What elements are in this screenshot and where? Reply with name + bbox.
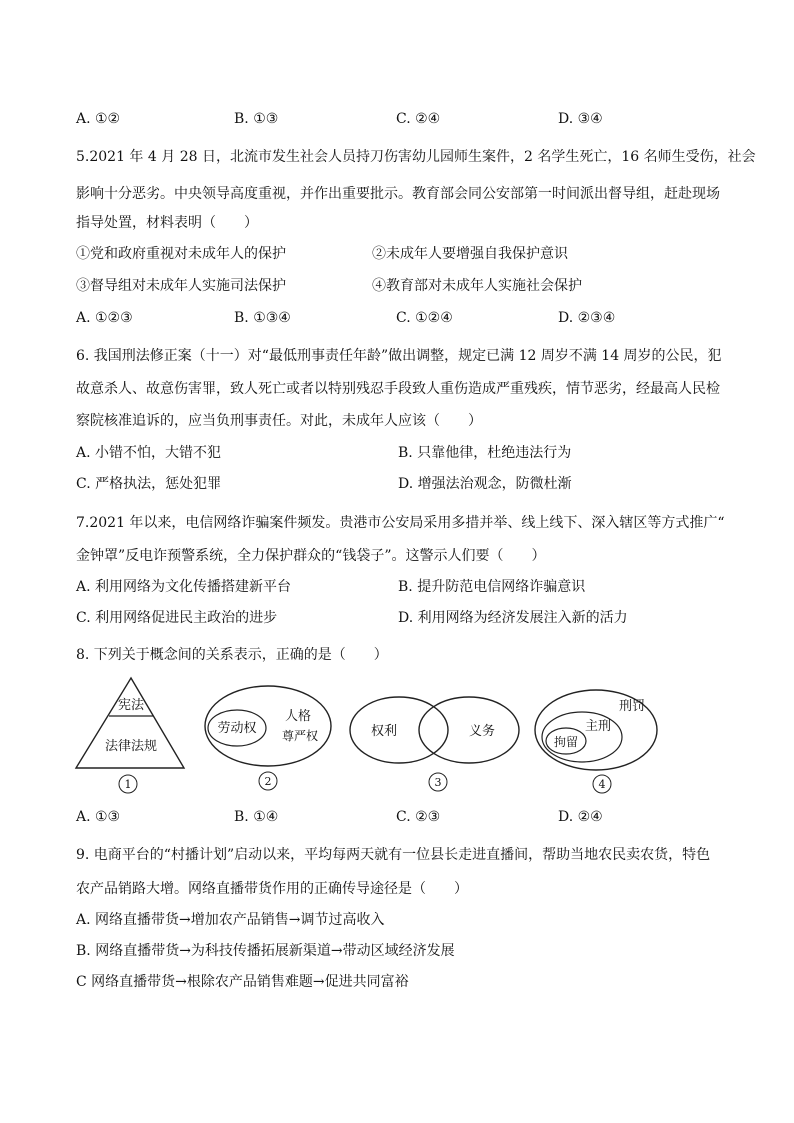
q6-stem-line-1: 6. 我国刑法修正案（十一）对“最低刑事责任年龄”做出调整，规定已满 12 周岁不满 14 周岁的公民，犯 — [76, 348, 722, 364]
q5-stem-line-1: 5.2021 年 4 月 28 日，北流市发生社会人员持刀伤害幼儿园师生案件，2 名学生死亡，16 名师生受伤，社会 — [76, 149, 756, 165]
diagram-3-number: 3 — [434, 776, 442, 789]
outer-label: 刑罚 — [618, 699, 646, 714]
pyramid-outline — [76, 678, 184, 768]
q4-option-b: B. ①③ — [234, 111, 279, 127]
q9-choice-b: B. 网络直播带货→为科技传播拓展新渠道→带动区域经济发展 — [76, 943, 455, 959]
q7-option-c: C. 利用网络促进民主政治的进步 — [76, 610, 278, 626]
q5-statement-4: ④教育部对未成年人实施社会保护 — [372, 278, 582, 294]
q4-option-d: D. ③④ — [558, 111, 603, 127]
q5-option-a: A. ①②③ — [76, 310, 133, 326]
q7-option-b: B. 提升防范电信网络诈骗意识 — [398, 579, 586, 595]
q7-stem-line-1: 7.2021 年以来，电信网络诈骗案件频发。贵港市公安局采用多措并举、线上线下、深入辖区等方式推广“ — [76, 515, 725, 531]
pyramid-bottom-label: 法律法规 — [104, 739, 158, 754]
diagram-2-nested — [200, 680, 340, 792]
q8-option-b: B. ①④ — [234, 809, 279, 825]
diagram-4-number: 4 — [598, 778, 606, 791]
diagram-1-pyramid — [72, 674, 190, 796]
q4-options — [76, 110, 726, 128]
diagram-2-number: 2 — [264, 775, 272, 788]
q9-choice-c: C 网络直播带货→根除农产品销售难题→促进共同富裕 — [76, 974, 409, 990]
pyramid-top-label: 宪法 — [117, 698, 145, 713]
q5-options — [76, 309, 726, 327]
outer-label-line-2: 尊严权 — [281, 729, 319, 743]
q6-option-a: A. 小错不怕，大错不犯 — [76, 445, 222, 461]
q5-statement-2: ②未成年人要增强自我保护意识 — [372, 246, 568, 262]
q8-option-a: A. ①③ — [76, 809, 121, 825]
q6-stem-line-2: 故意杀人、故意伤害罪，致人死亡或者以特别残忍手段致人重伤造成严重残疾，情节恶劣，经最高人民检 — [76, 381, 720, 397]
q4-option-a: A. ①② — [76, 111, 121, 127]
q8-stem: 8. 下列关于概念间的关系表示，正确的是（ ） — [76, 647, 388, 663]
q6-option-b: B. 只靠他律，杜绝违法行为 — [398, 445, 572, 461]
q6-option-d: D. 增强法治观念，防微杜渐 — [398, 476, 572, 492]
q9-choice-a: A. 网络直播带货→增加农产品销售→调节过高收入 — [76, 912, 385, 928]
q9-stem-line-2: 农产品销路大增。网络直播带货作用的正确传导途径是（ ） — [76, 881, 468, 897]
q7-option-a: A. 利用网络为文化传播搭建新平台 — [76, 579, 292, 595]
q5-option-d: D. ②③④ — [558, 310, 616, 326]
middle-label: 主刑 — [584, 719, 612, 734]
q8-option-d: D. ②④ — [558, 809, 603, 825]
diagram-4-nested — [532, 684, 662, 796]
right-label: 义务 — [468, 724, 496, 739]
q8-options — [76, 808, 726, 826]
q5-option-c: C. ①②④ — [396, 310, 453, 326]
q7-stem-line-2: 金钟罩”反电诈预警系统，全力保护群众的“钱袋子”。这警示人们要（ ） — [76, 548, 546, 564]
q6-option-c: C. 严格执法，惩处犯罪 — [76, 476, 222, 492]
outer-label-line-1: 人格 — [284, 709, 312, 724]
diagram-3-overlap — [342, 692, 528, 796]
left-label: 权利 — [370, 724, 398, 739]
diagram-1-number: 1 — [124, 778, 132, 791]
q5-option-b: B. ①③④ — [234, 310, 291, 326]
q6-stem-line-3: 察院核准追诉的，应当负刑事责任。对此，未成年人应该（ ） — [76, 413, 482, 429]
q5-stem-line-3: 指导处置，材料表明（ ） — [76, 215, 258, 231]
q9-stem-line-1: 9. 电商平台的“村播计划”启动以来，平均每两天就有一位县长走进直播间，帮助当地农民卖农货，特色 — [76, 847, 711, 863]
inner-label: 拘留 — [553, 735, 579, 749]
q4-option-c: C. ②④ — [396, 111, 441, 127]
inner-label: 劳动权 — [217, 721, 257, 736]
q8-option-c: C. ②③ — [396, 809, 441, 825]
q7-option-d: D. 利用网络为经济发展注入新的活力 — [398, 610, 628, 626]
q5-stem-line-2: 影响十分恶劣。中央领导高度重视，并作出重要批示。教育部会同公安部第一时间派出督导组，赶赴现场 — [76, 186, 720, 202]
q5-statement-1: ①党和政府重视对未成年人的保护 — [76, 246, 286, 262]
q5-statement-3: ③督导组对未成年人实施司法保护 — [76, 278, 286, 294]
